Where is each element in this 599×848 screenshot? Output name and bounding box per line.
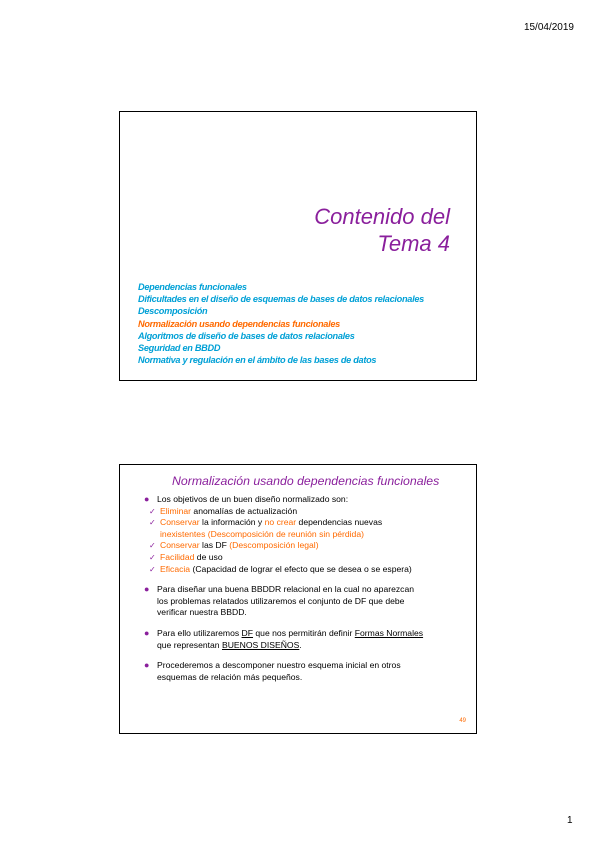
- check-icon: ✓: [149, 552, 156, 562]
- bullet-icon: ●: [144, 660, 150, 671]
- item-text: de uso: [194, 551, 223, 562]
- bullet-text: que nos permitirán definir: [253, 627, 355, 638]
- underlined-term: BUENOS DISEÑOS: [221, 639, 300, 650]
- bullet-text: Procederemos a descomponer nuestro esquema inicial en otros: [157, 660, 401, 671]
- highlight-text: Facilidad: [160, 551, 195, 562]
- toc-item: Normativa y regulación en el ámbito de las bases de datos: [138, 355, 377, 366]
- highlight-text: Eficacia: [160, 563, 191, 574]
- bullet-text: .: [299, 639, 302, 650]
- toc-item: Dependencias funcionales: [138, 282, 247, 292]
- toc-item: Dificultades en el diseño de esquemas de bases de datos relacionales: [138, 294, 424, 305]
- table-of-contents: [138, 281, 424, 366]
- list-item: [149, 540, 469, 552]
- check-icon: ✓: [149, 518, 156, 528]
- highlight-text: (Descomposición legal): [229, 540, 319, 551]
- page-number: 1: [567, 815, 573, 826]
- bullet-icon: ●: [144, 584, 150, 595]
- bullet-text: los problemas relatados utilizaremos el conjunto de DF que debe: [157, 595, 405, 606]
- check-icon: ✓: [149, 541, 156, 551]
- list-item: [149, 552, 469, 564]
- bullet-point: [144, 494, 469, 506]
- slide-normalization: [119, 464, 477, 734]
- slide-contents: [119, 111, 477, 381]
- highlight-text: inexistentes (Descomposición de reunión sin pérdida): [160, 528, 364, 539]
- bullet-text: Los objetivos de un buen diseño normalizado son:: [157, 494, 349, 504]
- item-text: (Capacidad de lograr el efecto que se desea o se espera): [190, 563, 412, 574]
- bullet-text: verificar nuestra BBDD.: [157, 607, 247, 618]
- check-icon: ✓: [149, 506, 156, 516]
- check-icon: ✓: [149, 564, 156, 574]
- slide-title: Normalización usando dependencias funcionales: [172, 474, 440, 488]
- slide-title-line-2: Tema 4: [377, 231, 450, 256]
- item-text: la información y: [199, 517, 265, 528]
- list-item: [149, 517, 469, 540]
- toc-item: Descomposición: [138, 306, 208, 317]
- objectives-list: [144, 506, 469, 576]
- item-text: las DF: [199, 540, 230, 551]
- item-text: dependencias nuevas: [296, 517, 383, 528]
- list-item: [149, 564, 469, 576]
- bullet-point: [144, 660, 469, 683]
- bullet-text: Para ello utilizaremos: [157, 627, 242, 638]
- bullet-icon: ●: [144, 627, 150, 638]
- bullet-text: que representan: [157, 639, 222, 650]
- slide-body: [144, 494, 469, 683]
- bullet-point: [144, 584, 469, 619]
- toc-item: Algoritmos de diseño de bases de datos relacionales: [138, 330, 355, 341]
- list-item: [149, 506, 469, 518]
- print-date: 15/04/2019: [523, 22, 574, 33]
- underlined-term: DF: [241, 627, 254, 638]
- underlined-term: Formas Normales: [354, 627, 424, 638]
- highlight-text: Conservar: [160, 517, 200, 528]
- highlight-text: no crear: [264, 517, 297, 528]
- bullet-text: Para diseñar una buena BBDDR relacional en la cual no aparezcan: [157, 584, 415, 595]
- slide-title: [314, 203, 450, 257]
- highlight-text: Eliminar: [160, 505, 192, 516]
- toc-item-active: Normalización usando dependencias funcionales: [138, 318, 340, 329]
- slide-title-line-1: Contenido del: [314, 204, 450, 229]
- toc-item: Seguridad en BBDD: [138, 343, 221, 354]
- slide-number: 49: [459, 718, 466, 724]
- item-text: anomalías de actualización: [191, 505, 298, 516]
- bullet-point: [144, 628, 469, 651]
- bullet-icon: ●: [144, 494, 150, 504]
- bullet-text: esquemas de relación más pequeños.: [157, 671, 303, 682]
- highlight-text: Conservar: [160, 540, 200, 551]
